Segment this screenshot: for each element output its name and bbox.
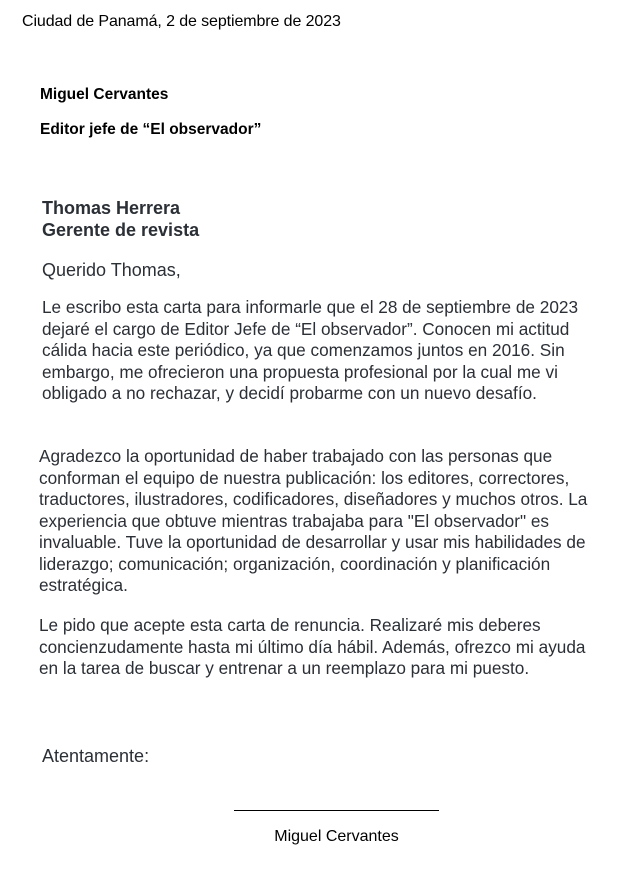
body-paragraph-3: Le pido que acepte esta carta de renuncia. Realizaré mis deberes concienzudamente hasta mi último día hábil. Además, ofrezco mi ayuda en la tarea de buscar y entrenar a un reemplazo para mi puesto. — [39, 615, 586, 678]
sender-title: Editor jefe de “El observador” — [40, 121, 262, 138]
sender-name: Miguel Cervantes — [40, 86, 169, 103]
body-paragraph-1: Le escribo esta carta para informarle que el 28 de septiembre de 2023 dejaré el cargo de Editor Jefe de “El observador”. Conocen mi actitud cálida hacia este periódico, ya que comenzamos juntos en 2016. Sin embargo, me ofrecieron una propuesta profesional por la cual me vi obligado a no rechazar, y decidí probarme con un nuevo desafío. — [42, 297, 579, 403]
salutation: Querido Thomas, — [42, 260, 181, 280]
signature-name: Miguel Cervantes — [274, 828, 399, 845]
recipient-title: Gerente de revista — [42, 220, 200, 240]
recipient-name: Thomas Herrera — [42, 198, 181, 218]
body-paragraph-2: Agradezco la oportunidad de haber trabajado con las personas que conforman el equipo de nuestra publicación: los editores, correctores, traductores, ilustradores, codificadores, diseñadores y muchos otros. La experiencia que obtuve mientras trabajaba para "El observador" es invaluable. Tuve la oportunidad de desarrollar y usar mis habilidades de liderazgo; comunicación; organización, coordinación y planificación estratégica. — [39, 446, 588, 595]
date-line: Ciudad de Panamá, 2 de septiembre de 2023 — [22, 13, 341, 30]
signature-line — [234, 810, 439, 811]
closing: Atentamente: — [42, 746, 150, 766]
